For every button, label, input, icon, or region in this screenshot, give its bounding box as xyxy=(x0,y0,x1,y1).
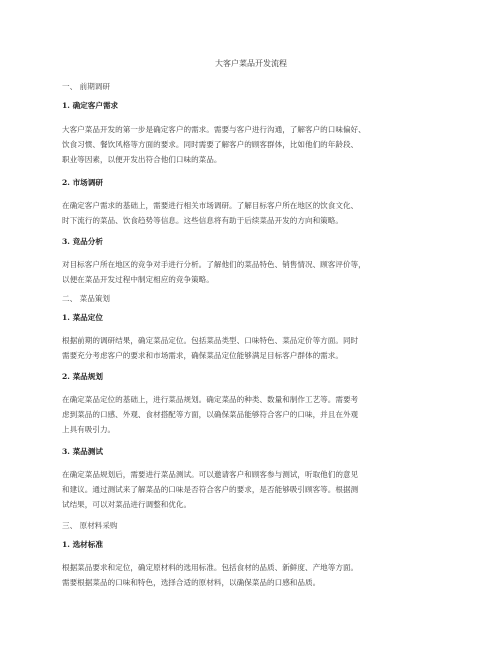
paragraph-line: 上具有吸引力。 xyxy=(62,425,116,435)
section-heading-3: 三、 原材料采购 xyxy=(62,521,118,530)
subheading-1-2: 2. 市场调研 xyxy=(62,178,103,187)
paragraph-1-2 xyxy=(62,198,442,228)
paragraph-line: 和建议。通过测试来了解菜品的口味是否符合客户的要求，是否能够吸引顾客等。根据测 xyxy=(62,485,359,495)
subheading-3-1: 1. 选材标准 xyxy=(62,540,103,549)
paragraph-3-1 xyxy=(62,560,442,590)
document-title: 大客户菜品开发流程 xyxy=(215,59,287,68)
section-heading-2: 二、 菜品策划 xyxy=(62,294,110,303)
subheading-2-3: 3. 菜品测试 xyxy=(62,447,103,456)
paragraph-line: 饮食习惯、餐饮风格等方面的要求。同时需要了解客户的顾客群体，比如他们的年龄段、 xyxy=(62,140,359,150)
subheading-1-1: 1. 确定客户需求 xyxy=(62,101,119,110)
paragraph-line: 在确定菜品定位的基础上，进行菜品规划。确定菜品的种类、数量和制作工艺等。需要考 xyxy=(62,395,359,404)
paragraph-line: 大客户菜品开发的第一步是确定客户的需求。需要与客户进行沟通，了解客户的口味偏好、 xyxy=(62,125,366,134)
paragraph-line: 虑到菜品的口感、外观、食材搭配等方面，以确保菜品能够符合客户的口味，并且在外观 xyxy=(62,410,359,420)
subheading-2-1: 1. 菜品定位 xyxy=(62,313,103,322)
paragraph-line: 时下流行的菜品、饮食趋势等信息。这些信息将有助于后续菜品开发的方向和策略。 xyxy=(62,216,343,226)
subheading-1-3: 3. 竞品分析 xyxy=(62,237,103,246)
paragraph-line: 根据菜品要求和定位，确定原材料的选用标准。包括食材的品质、新鲜度、产地等方面。 xyxy=(62,563,359,572)
section-heading-1: 一、 前期调研 xyxy=(62,82,110,91)
paragraph-line: 需要根据菜品的口味和特色，选择合适的原材料，以确保菜品的口感和品质。 xyxy=(62,578,321,588)
paragraph-line: 在确定客户需求的基础上，需要进行相关市场调研。了解目标客户所在地区的饮食文化、 xyxy=(62,201,359,210)
paragraph-line: 试结果，可以对菜品进行调整和优化。 xyxy=(62,500,192,510)
paragraph-1-1 xyxy=(62,122,442,168)
paragraph-line: 在确定菜品规划后，需要进行菜品测试。可以邀请客户和顾客参与测试，听取他们的意见 xyxy=(62,470,359,479)
paragraph-2-2 xyxy=(62,392,442,438)
paragraph-2-3 xyxy=(62,467,442,513)
paragraph-2-1 xyxy=(62,333,442,363)
paragraph-line: 根据前期的调研结果，确定菜品定位。包括菜品类型、口味特色、菜品定价等方面。同时 xyxy=(62,336,359,345)
subheading-2-2: 2. 菜品规划 xyxy=(62,372,103,381)
paragraph-1-3 xyxy=(62,257,442,287)
paragraph-line: 职业等因素，以便开发出符合他们口味的菜品。 xyxy=(62,155,222,165)
paragraph-line: 对目标客户所在地区的竞争对手进行分析。了解他们的菜品特色、销售情况、顾客评价等， xyxy=(62,260,366,269)
paragraph-line: 需要充分考虑客户的要求和市场需求，确保菜品定位能够满足目标客户群体的需求。 xyxy=(62,351,343,361)
paragraph-line: 以便在菜品开发过程中制定相应的竞争策略。 xyxy=(62,275,214,285)
